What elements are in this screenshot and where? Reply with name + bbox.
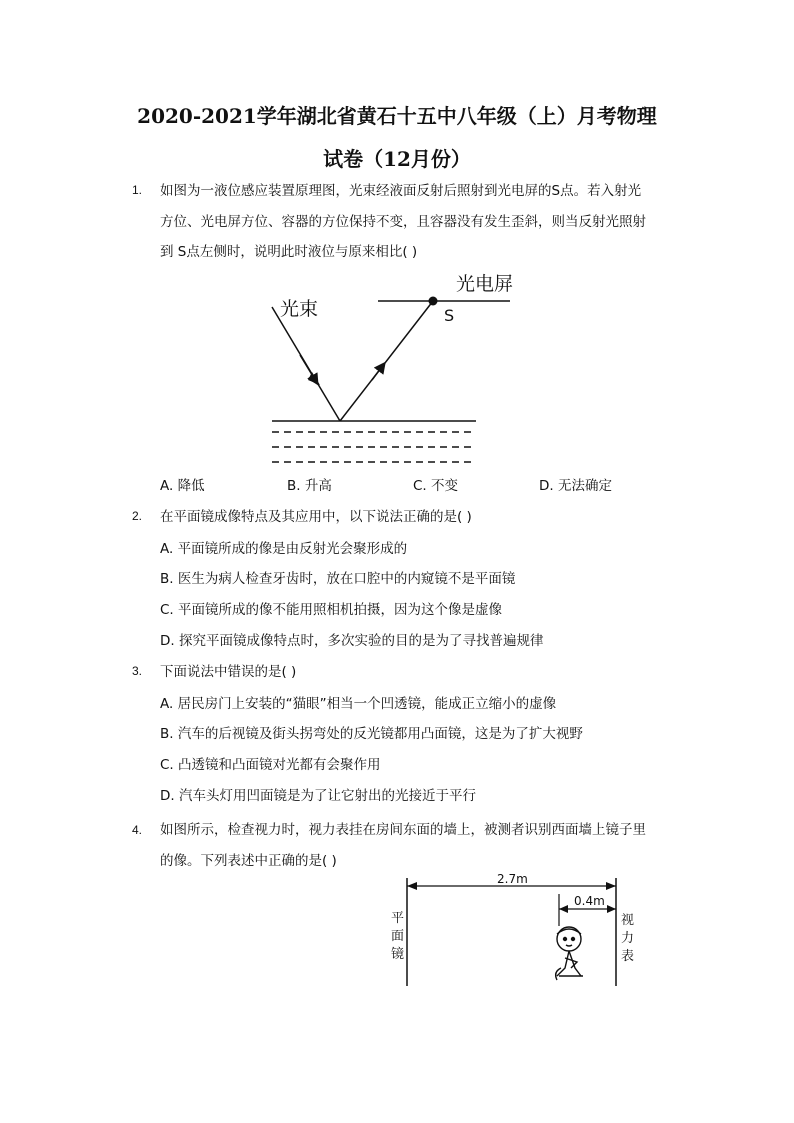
stem-line: 如图所示，检查视力时，视力表挂在房间东面的墙上，被测者识别西面墙上镜子里 (160, 822, 646, 838)
distance-total-label: 2.7m (497, 872, 528, 886)
person-icon (556, 927, 583, 980)
screen-label: 光电屏 (456, 273, 514, 295)
chart-label-char: 视 (621, 913, 635, 928)
option-b[interactable]: B. 医生为病人检查牙齿时，放在口腔中的内窥镜不是平面镜 (160, 571, 516, 587)
stem-line: 方位、光电屏方位、容器的方位保持不变，且容器没有发生歪斜，则当反射光照射 (160, 213, 646, 230)
option-a[interactable]: A. 居民房门上安装的“猫眼”相当一个凹透镜，能成正立缩小的虚像 (160, 696, 557, 712)
arrow-right-small-icon (607, 905, 616, 913)
document-title-line-2: 试卷（12月份） (323, 147, 471, 171)
question-stem: 在平面镜成像特点及其应用中，以下说法正确的是( ) (160, 509, 472, 525)
question-stem (160, 176, 670, 268)
point-label: S (444, 306, 455, 325)
option-b[interactable]: B. 升高 (287, 478, 332, 494)
chart-label-char: 表 (621, 949, 635, 964)
arrow-left-icon (407, 882, 417, 890)
arrow-right-icon (606, 882, 616, 890)
question-number: 1. (132, 183, 143, 197)
beam-label: 光束 (280, 298, 319, 320)
mirror-label-char: 平 (391, 911, 405, 926)
option-c[interactable]: C. 平面镜所成的像不能用照相机拍摄，因为这个像是虚像 (160, 602, 503, 618)
stem-line: 如图为一液位感应装置原理图，光束经液面反射后照射到光电屏的S点。若入射光 (160, 183, 642, 199)
option-d[interactable]: D. 无法确定 (539, 478, 612, 494)
arrow-left-small-icon (559, 905, 568, 913)
option-b[interactable]: B. 汽车的后视镜及街头拐弯处的反光镜都用凸面镜，这是为了扩大视野 (160, 726, 583, 742)
question-number: 4. (132, 823, 143, 837)
stem-line: 到 S点左侧时，说明此时液位与原来相比( ) (160, 244, 418, 260)
option-a[interactable]: A. 降低 (160, 478, 205, 494)
reflected-beam (340, 301, 433, 421)
liquid-level-sensor-diagram (260, 265, 540, 475)
mirror-label-char: 镜 (391, 947, 405, 962)
chart-label-char: 力 (621, 931, 635, 946)
option-c[interactable]: C. 不变 (413, 478, 459, 494)
option-d[interactable]: D. 汽车头灯用凹面镜是为了让它射出的光接近于平行 (160, 788, 476, 804)
question-number: 3. (132, 664, 143, 678)
option-c[interactable]: C. 凸透镜和凸面镜对光都有会聚作用 (160, 757, 381, 773)
mirror-label-char: 面 (391, 929, 405, 944)
stem-line: 的像。下列表述中正确的是( ) (160, 852, 337, 869)
document-title-line-1: 2020-2021学年湖北省黄石十五中八年级（上）月考物理 (137, 104, 657, 128)
option-d[interactable]: D. 探究平面镜成像特点时，多次实验的目的是为了寻找普遍规律 (160, 633, 544, 649)
option-a[interactable]: A. 平面镜所成的像是由反射光会聚形成的 (160, 541, 408, 557)
point-s (429, 297, 438, 306)
question-stem (160, 815, 670, 876)
eye-test-diagram (385, 872, 645, 990)
question-stem: 下面说法中错误的是( ) (160, 664, 297, 680)
distance-person-label: 0.4m (574, 894, 605, 908)
question-number: 2. (132, 509, 143, 523)
